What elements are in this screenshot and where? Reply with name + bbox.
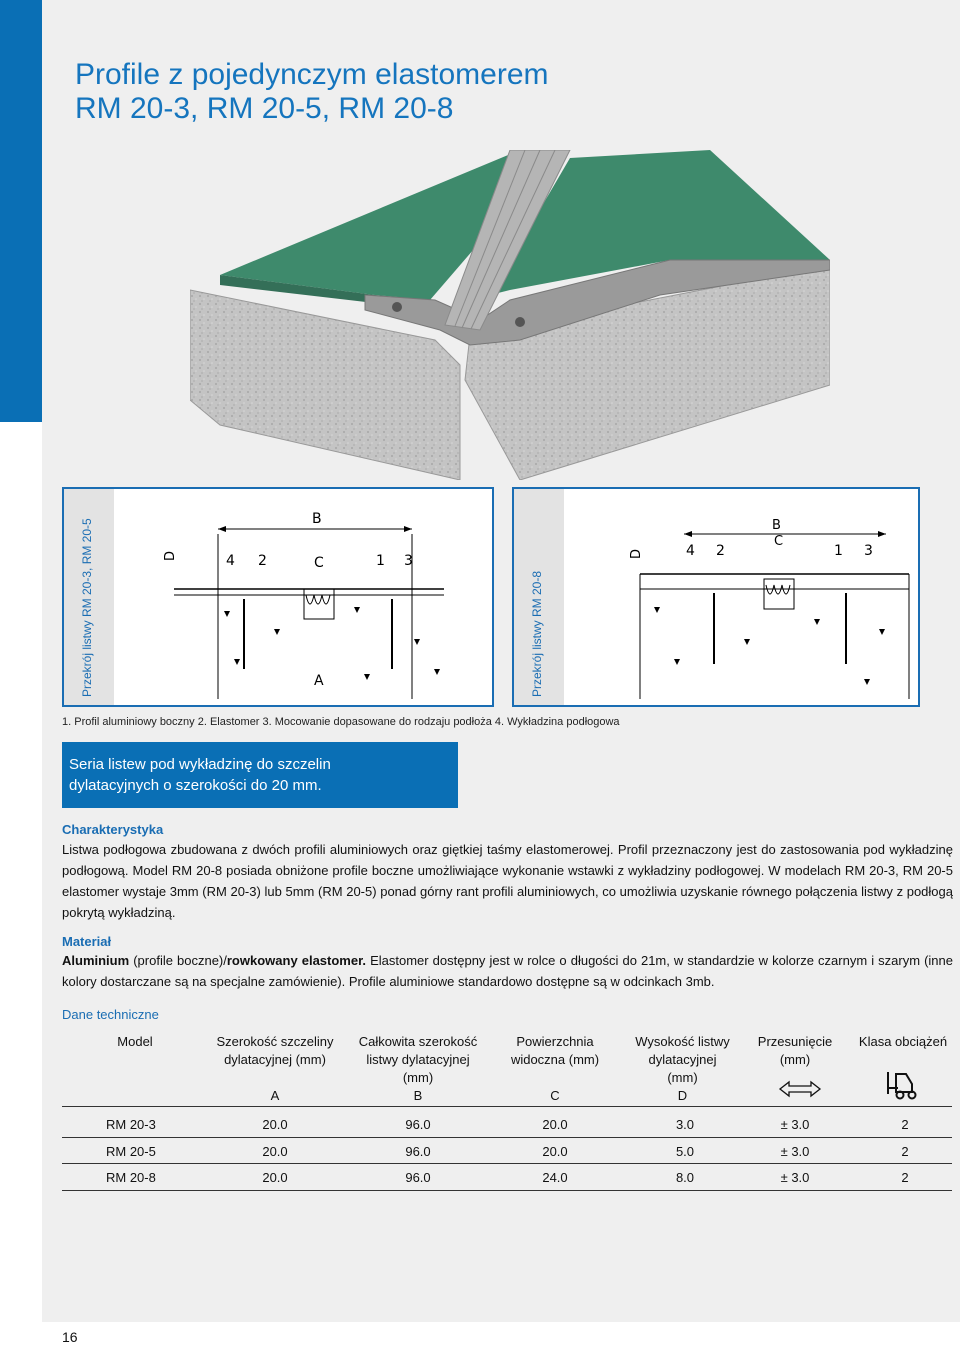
- label-3-right: 3: [864, 543, 873, 559]
- col-header-a-l2: dylatacyjnej (mm): [224, 1052, 326, 1067]
- dim-d-right: D: [629, 548, 644, 559]
- col-header-b: [348, 1033, 488, 1105]
- col-header-d-l2: dylatacyjnej: [648, 1052, 717, 1067]
- series-summary-line-2: dylatacyjnych o szerokości do 20 mm.: [69, 777, 322, 794]
- label-1: 1: [376, 553, 385, 569]
- label-3: 3: [404, 553, 413, 569]
- cell-shift: ± 3.0: [780, 1170, 810, 1185]
- cell-model: RM 20-8: [106, 1170, 156, 1185]
- col-header-a-letter: A: [270, 1088, 280, 1103]
- dim-c: C: [314, 555, 324, 571]
- cell-shift: ± 3.0: [780, 1117, 810, 1132]
- label-2-right: 2: [716, 543, 725, 559]
- cell-c: 24.0: [542, 1170, 568, 1185]
- diagram-right-label: Przekrój listwy RM 20-8: [530, 570, 544, 697]
- dim-a: A: [314, 673, 324, 689]
- table-top-rule: [62, 1106, 952, 1107]
- cell-d: 8.0: [675, 1170, 695, 1185]
- cell-model: RM 20-3: [106, 1117, 156, 1132]
- cell-b: 96.0: [405, 1117, 431, 1132]
- col-header-d-l3: (mm): [667, 1070, 698, 1085]
- brand-strip: [0, 0, 42, 422]
- cell-b: 96.0: [405, 1170, 431, 1185]
- cell-load-class: 2: [901, 1117, 909, 1132]
- material-bold-2: rowkowany elastomer.: [226, 953, 367, 968]
- col-header-c-l2: widoczna (mm): [510, 1052, 600, 1067]
- col-header-d-letter: D: [677, 1088, 688, 1103]
- cell-c: 20.0: [542, 1117, 568, 1132]
- characteristics-text: Listwa podłogowa zbudowana z dwóch profili aluminiowych oraz giętkiej taśmy elastomerowej. Profil przeznaczony jest do zastosowania pod wykładzinę podłogową. Model RM 20-8 posiada obniżone profile boczne umożliwiające wykonanie wstawki z wykładziny podłogowej. W modelach RM 20-3, RM 20-5 elastomer wystaje 3mm (RM 20-3) lub 5mm (RM 20-5) ponad górny rant profili aluminiowych, co umożliwia uzyskanie równego połączenia listwy z podłogą pokrytą wykładziną.: [62, 842, 953, 920]
- cell-model: RM 20-5: [106, 1144, 156, 1159]
- cross-section-diagram-right: [512, 487, 920, 707]
- col-header-load-class-l1: Klasa obciążeń: [858, 1034, 948, 1049]
- series-summary-box: [62, 742, 458, 808]
- page-number: 16: [62, 1329, 78, 1345]
- screw-left: [392, 302, 402, 312]
- cell-d: 3.0: [675, 1117, 695, 1132]
- cross-section-diagram-left: [62, 487, 494, 707]
- technical-heading: Dane techniczne: [62, 1007, 159, 1022]
- col-header-model: [95, 1033, 175, 1051]
- forklift-icon: [884, 1066, 922, 1100]
- cell-load-class: 2: [901, 1144, 909, 1159]
- title-line-2: RM 20-3, RM 20-5, RM 20-8: [75, 92, 454, 125]
- col-header-a: [205, 1033, 345, 1105]
- cross-section-drawing-right: [564, 489, 916, 705]
- col-header-shift-l2: (mm): [779, 1052, 811, 1067]
- col-header-shift-l1: Przesunięcie: [757, 1034, 833, 1049]
- col-header-c-letter: C: [550, 1088, 560, 1103]
- label-1-right: 1: [834, 543, 843, 559]
- col-header-load-class: [848, 1033, 958, 1051]
- dim-d: D: [163, 550, 178, 561]
- cell-a: 20.0: [262, 1170, 288, 1185]
- cross-section-drawing-left: [114, 489, 490, 705]
- cell-shift: ± 3.0: [780, 1144, 810, 1159]
- product-illustration: [190, 150, 830, 480]
- diagram-left-label-band: [64, 489, 114, 705]
- material-heading: Materiał: [62, 934, 112, 949]
- table-bottom-rule: [62, 1190, 952, 1191]
- dim-b-right: B: [772, 518, 781, 533]
- col-header-b-l2: listwy dylatacyjnej: [366, 1052, 470, 1067]
- col-header-b-l1: Całkowita szerokość: [358, 1034, 478, 1049]
- dim-b: B: [312, 511, 322, 527]
- cell-b: 96.0: [405, 1144, 431, 1159]
- cell-d: 5.0: [675, 1144, 695, 1159]
- col-header-a-l1: Szerokość szczeliny: [216, 1034, 334, 1049]
- table-row: [62, 1138, 952, 1164]
- screw-right: [515, 317, 525, 327]
- label-4-right: 4: [686, 543, 695, 559]
- col-header-d-l1: Wysokość listwy: [635, 1034, 730, 1049]
- dim-c-right: C: [774, 534, 784, 549]
- diagram-legend: 1. Profil aluminiowy boczny 2. Elastomer 3. Mocowanie dopasowane do rodzaju podłoża 4. Wykładzina podłogowa: [62, 716, 620, 728]
- material-normal-2: Elastomer dostępny jest w rolce o długości do 21m, w standardzie w kolorze czarnym i szarym (inne kolory dostarczane są na specjalne zamówienie). Profile aluminiowe standardowo dostępne są w odcinkach 3mb.: [62, 953, 953, 989]
- diagram-left-label: Przekrój listwy RM 20-3, RM 20-5: [80, 518, 94, 697]
- characteristics-heading: Charakterystyka: [62, 822, 164, 837]
- col-header-c: [490, 1033, 620, 1105]
- material-text: [62, 950, 953, 992]
- table-row: [62, 1111, 952, 1137]
- col-header-b-l3: (mm): [402, 1070, 434, 1085]
- col-header-model-text: Model: [117, 1034, 153, 1049]
- label-4: 4: [226, 553, 235, 569]
- title-line-1: Profile z pojedynczym elastomerem: [75, 58, 549, 91]
- shift-double-arrow-icon: [778, 1080, 822, 1098]
- table-row: [62, 1164, 952, 1190]
- material-normal-1: (profile boczne)/: [129, 953, 227, 968]
- page-title: [75, 58, 875, 126]
- series-summary-line-1: Seria listew pod wykładzinę do szczelin: [69, 756, 331, 773]
- cell-a: 20.0: [262, 1144, 288, 1159]
- col-header-d: [620, 1033, 745, 1105]
- col-header-shift: [745, 1033, 845, 1069]
- cell-c: 20.0: [542, 1144, 568, 1159]
- cell-load-class: 2: [901, 1170, 909, 1185]
- diagram-right-label-band: [514, 489, 564, 705]
- cell-a: 20.0: [262, 1117, 288, 1132]
- col-header-c-l1: Powierzchnia: [516, 1034, 594, 1049]
- label-2: 2: [258, 553, 267, 569]
- material-bold-1: Aluminium: [62, 953, 130, 968]
- col-header-b-letter: B: [413, 1088, 423, 1103]
